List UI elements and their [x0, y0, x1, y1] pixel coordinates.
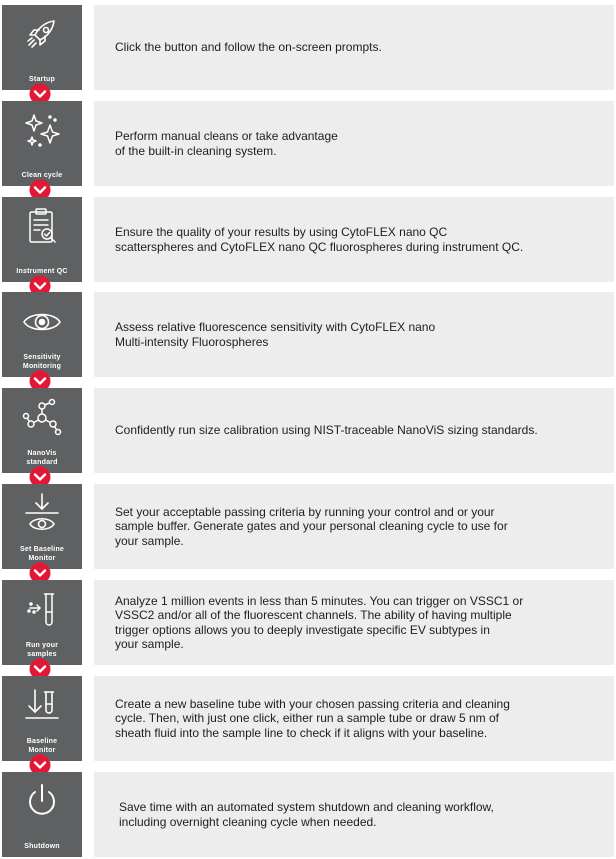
step-label: Run your samples [25, 642, 59, 658]
step-label: NanoVis standard [26, 450, 58, 466]
step-description: Create a new baseline tube with your chosen passing criteria and cleaning cycle. Then, with just one click, either run a sample tube or draw 5 nm of sheath fluid into the sample line to check if it aligns with your baseline. [115, 696, 510, 740]
step-icon-tile [2, 197, 82, 282]
power-icon [20, 780, 64, 824]
step-instrument-qc [0, 197, 616, 282]
step-startup [0, 5, 616, 90]
step-description: Click the button and follow the on-screen prompts. [115, 40, 382, 55]
step-label: Shutdown [24, 843, 60, 850]
step-icon-tile [2, 484, 82, 569]
step-description: Save time with an automated system shutdown and cleaning workflow, including overnight cleaning cycle when needed. [119, 800, 494, 829]
step-label: Set Baseline Monitor [19, 546, 65, 562]
step-description-panel [94, 388, 614, 473]
step-description-panel [94, 101, 614, 186]
step-description: Assess relative fluorescence sensitivity with CytoFLEX nano Multi-intensity Fluorospheres [115, 320, 436, 349]
step-description: Perform manual cleans or take advantage of the built-in cleaning system. [115, 129, 338, 158]
step-icon-tile [2, 772, 82, 857]
step-description-panel [94, 772, 614, 857]
step-baseline-monitor [0, 676, 616, 761]
step-icon-tile [2, 676, 82, 761]
step-label: Startup [29, 76, 55, 83]
step-icon-tile [2, 292, 82, 377]
test-tube-icon [20, 588, 64, 632]
step-description-panel [94, 484, 614, 569]
step-description: Confidently run size calibration using NIST-traceable NanoViS sizing standards. [115, 423, 538, 438]
step-description: Set your acceptable passing criteria by running your control and or your sample buffer. Generate gates and your personal cleaning cycle to use for your sample. [115, 504, 508, 548]
step-description-panel [94, 292, 614, 377]
step-icon-tile [2, 5, 82, 90]
step-description: Analyze 1 million events in less than 5 minutes. You can trigger on VSSC1 or VSSC2 and/or all of the fluorescent channels. The ability of having multiple trigger options allows you to deeply investigate specific EV subtypes in your sample. [115, 593, 524, 651]
step-nanovis-standard [0, 388, 616, 473]
step-set-baseline-monitor [0, 484, 616, 569]
step-description-panel [94, 580, 614, 665]
sparkles-icon [20, 109, 64, 153]
step-description: Ensure the quality of your results by using CytoFLEX nano QC scatterspheres and CytoFLEX nano QC fluorospheres during instrument QC. [115, 225, 524, 254]
step-description-panel [94, 676, 614, 761]
baseline-eye-icon [20, 492, 64, 536]
step-label: Instrument QC [16, 268, 68, 275]
step-icon-tile [2, 580, 82, 665]
step-label: Baseline Monitor [26, 738, 58, 754]
clipboard-check-icon [20, 205, 64, 249]
step-run-your-samples [0, 580, 616, 665]
molecule-icon [20, 396, 64, 440]
step-icon-tile [2, 388, 82, 473]
eye-icon [20, 300, 64, 344]
step-description-panel [94, 197, 614, 282]
step-clean-cycle [0, 101, 616, 186]
rocket-icon [20, 13, 64, 57]
step-label: Clean cycle [21, 172, 63, 179]
step-label: Sensitivity Monitoring [22, 354, 62, 370]
baseline-tube-icon [20, 684, 64, 728]
step-icon-tile [2, 101, 82, 186]
step-shutdown [0, 772, 616, 857]
step-description-panel [94, 5, 614, 90]
step-sensitivity-monitoring [0, 292, 616, 377]
